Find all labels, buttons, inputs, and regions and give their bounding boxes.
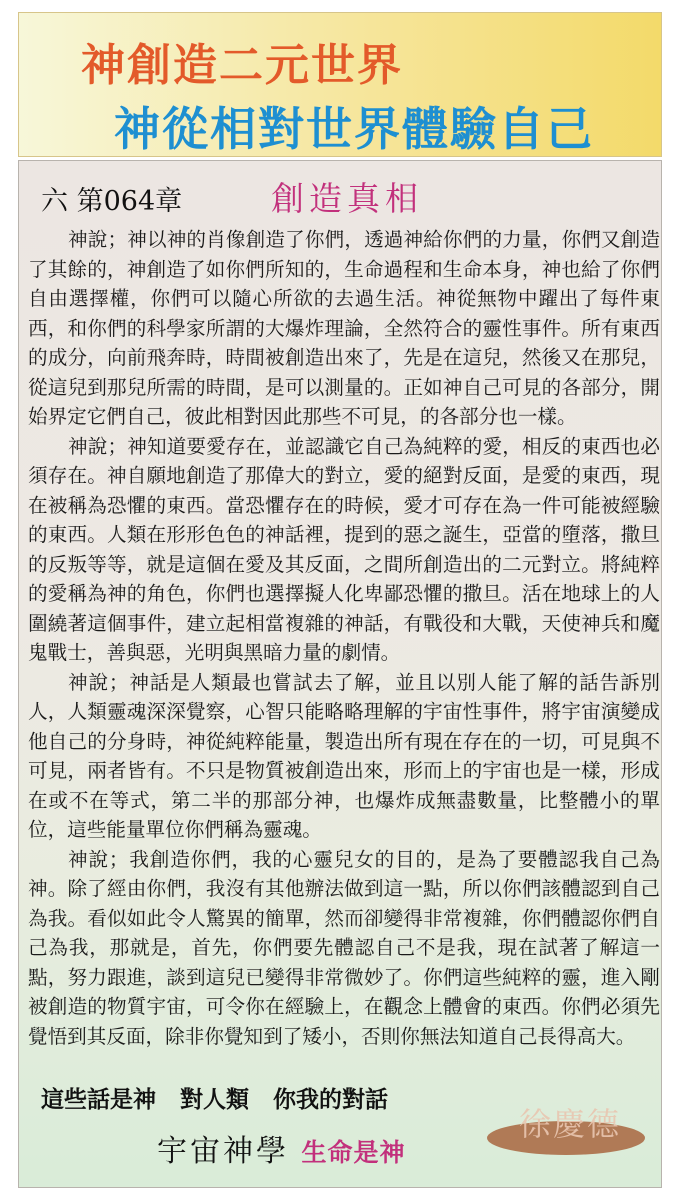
footer-life-is-god: 生命是神: [301, 1138, 406, 1167]
paragraph-4: 神說；我創造你們，我的心靈兒女的目的，是為了要體認我自己為神。除了經由你們，我沒有其他辦法做到這一點，所以你們該體認到自己為我。看似如此令人驚異的簡單，然而卻變得非常複雜，你們體認你們自己為我，那就是，首先，你們要先體認自己不是我，現在試著了解這一點，努力跟進，談到這兒已變得非常微妙了。你們這些純粹的靈，進入剛被創造的物質宇宙，可令你在經驗上，在觀念上體會的東西。你們必須先覺悟到其反面，除非你覺知到了矮小，否則你無法知道自己長得高大。: [28, 847, 660, 1048]
banner-title-line-2: 神從相對世界體驗自己: [114, 102, 594, 156]
title-banner: [18, 12, 662, 157]
footer-dialogue-line: 這些話是神 對人類 你我的對話: [41, 1086, 389, 1113]
paragraph-3: 神說；神話是人類最也嘗試去了解，並且以別人能了解的話告訴別人，人類靈魂深深覺察，心智只能略略理解的宇宙性事件，將宇宙演變成他自己的分身時，神從純粹能量，製造出所有現在存在的一切，可見與不可見，兩者皆有。不只是物質被創造出來，形而上的宇宙也是一樣，形成在或不在等式，第二半的那部分神，也爆炸成無盡數量，比整體小的單位，這些能量單位你們稱為靈魂。: [28, 670, 660, 841]
chapter-title: 創造真相: [271, 179, 423, 218]
chapter-number: 六 第064章: [41, 186, 183, 217]
paragraph-1: 神說；神以神的肖像創造了你們，透過神給你們的力量，你們又創造了其餘的，神創造了如你們所知的，生命過程和生命本身，神也給了你們自由選擇權，你們可以隨心所欲的去過生活。神從無物中躍出了每件東西，和你們的科學家所謂的大爆炸理論，全然符合的靈性事件。所有東西的成分，向前飛奔時，時間被創造出來了，先是在這兒，然後又在那兒，從這兒到那兒所需的時間，是可以測量的。正如神自己可見的各部分，開始界定它們自己，彼此相對因此那些不可見，的各部分也一樣。: [28, 228, 660, 428]
banner-title-line-1: 神創造二元世界: [81, 40, 403, 91]
author-signature: 徐慶德: [519, 1105, 622, 1143]
article-body: [28, 225, 660, 1051]
footer-theology-text: 宇宙神學: [157, 1134, 289, 1169]
article-panel: [18, 160, 662, 1188]
footer-theology-line: [157, 1126, 406, 1170]
paragraph-2: 神說；神知道要愛存在，並認識它自己為純粹的愛，相反的東西也必須存在。神自願地創造了那偉大的對立，愛的絕對反面，是愛的東西，現在被稱為恐懼的東西。當恐懼存在的時候，愛才可存在為一件可能被經驗的東西。人類在形形色色的神話裡，提到的惡之誕生，亞當的墮落，撒旦的反叛等等，就是這個在愛及其反面，之間所創造出的二元對立。將純粹的愛稱為神的角色，你們也選擇擬人化卑鄙恐懼的撒旦。活在地球上的人圍繞著這個事件，建立起相當複雜的神話，有戰役和大戰，天使神兵和魔鬼戰士，善與惡，光明與黑暗力量的劇情。: [28, 434, 660, 664]
